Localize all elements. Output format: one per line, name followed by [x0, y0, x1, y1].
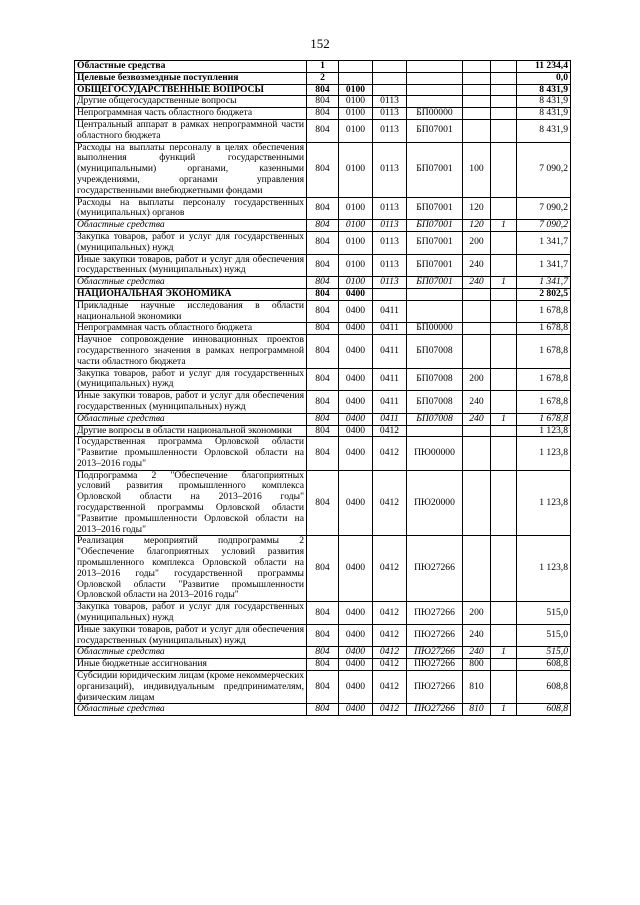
- row-name-cell: Областные средства: [75, 220, 307, 232]
- row-name-cell: Областные средства: [75, 61, 307, 73]
- row-name-cell: Областные средства: [75, 413, 307, 425]
- expense-type-cell: 240: [463, 624, 491, 647]
- section-cell: 0100: [339, 197, 373, 220]
- ministry-code-cell: 804: [307, 96, 339, 108]
- target-article-cell: ПЮ27266: [407, 536, 463, 602]
- row-name-cell: Научное сопровождение инновационных проектов государственного значения в рамках непрограммной части областного бюджета: [75, 335, 307, 368]
- funding-source-cell: [491, 659, 517, 671]
- expense-type-cell: 100: [463, 142, 491, 197]
- ministry-code-cell: 804: [307, 602, 339, 625]
- table-row: [75, 368, 571, 391]
- subsection-cell: 0113: [373, 231, 407, 254]
- section-cell: 0400: [339, 602, 373, 625]
- row-name-cell: Другие вопросы в области национальной экономики: [75, 425, 307, 437]
- funding-source-cell: [491, 437, 517, 470]
- section-cell: 0400: [339, 300, 373, 323]
- target-article-cell: [407, 61, 463, 73]
- table-row: [75, 119, 571, 142]
- ministry-code-cell: 804: [307, 470, 339, 536]
- target-article-cell: ПЮ27266: [407, 659, 463, 671]
- amount-cell: 1 678,8: [517, 413, 571, 425]
- section-cell: 0100: [339, 142, 373, 197]
- expense-type-cell: [463, 119, 491, 142]
- expense-type-cell: [463, 61, 491, 73]
- amount-cell: 1 123,8: [517, 437, 571, 470]
- section-cell: [339, 61, 373, 73]
- ministry-code-cell: 804: [307, 368, 339, 391]
- funding-source-cell: [491, 197, 517, 220]
- table-row: [75, 425, 571, 437]
- section-cell: [339, 72, 373, 84]
- amount-cell: 0,0: [517, 72, 571, 84]
- target-article-cell: [407, 72, 463, 84]
- funding-source-cell: [491, 96, 517, 108]
- funding-source-cell: [491, 72, 517, 84]
- subsection-cell: 0411: [373, 300, 407, 323]
- subsection-cell: 0411: [373, 335, 407, 368]
- section-cell: 0100: [339, 119, 373, 142]
- expense-type-cell: [463, 108, 491, 120]
- target-article-cell: БП07008: [407, 368, 463, 391]
- funding-source-cell: [491, 231, 517, 254]
- subsection-cell: 0411: [373, 368, 407, 391]
- row-name-cell: Государственная программа Орловской области "Развитие промышленности Орловской области на 2013–2016 годы": [75, 437, 307, 470]
- funding-source-cell: 1: [491, 647, 517, 659]
- section-cell: 0400: [339, 413, 373, 425]
- ministry-code-cell: 804: [307, 704, 339, 716]
- funding-source-cell: 1: [491, 413, 517, 425]
- subsection-cell: 0412: [373, 671, 407, 704]
- section-cell: 0400: [339, 425, 373, 437]
- funding-source-cell: 1: [491, 220, 517, 232]
- amount-cell: 515,0: [517, 647, 571, 659]
- ministry-code-cell: 804: [307, 437, 339, 470]
- funding-source-cell: 1: [491, 277, 517, 289]
- section-cell: 0100: [339, 220, 373, 232]
- subsection-cell: 0113: [373, 142, 407, 197]
- target-article-cell: БП07001: [407, 119, 463, 142]
- row-name-cell: Иные закупки товаров, работ и услуг для обеспечения государственных (муниципальных) нужд: [75, 624, 307, 647]
- ministry-code-cell: 804: [307, 277, 339, 289]
- section-cell: 0100: [339, 277, 373, 289]
- section-cell: 0400: [339, 391, 373, 414]
- funding-source-cell: [491, 288, 517, 300]
- section-cell: 0400: [339, 536, 373, 602]
- amount-cell: 1 678,8: [517, 300, 571, 323]
- subsection-cell: 0113: [373, 220, 407, 232]
- expense-type-cell: 800: [463, 659, 491, 671]
- ministry-code-cell: 804: [307, 647, 339, 659]
- expense-type-cell: [463, 288, 491, 300]
- expense-type-cell: 240: [463, 277, 491, 289]
- subsection-cell: 0113: [373, 277, 407, 289]
- amount-cell: 1 123,8: [517, 470, 571, 536]
- table-row: [75, 671, 571, 704]
- section-cell: 0400: [339, 437, 373, 470]
- funding-source-cell: 1: [491, 704, 517, 716]
- target-article-cell: ПЮ27266: [407, 647, 463, 659]
- section-cell: 0400: [339, 624, 373, 647]
- funding-source-cell: [491, 425, 517, 437]
- amount-cell: 608,8: [517, 704, 571, 716]
- ministry-code-cell: 804: [307, 335, 339, 368]
- ministry-code-cell: 804: [307, 300, 339, 323]
- section-cell: 0100: [339, 108, 373, 120]
- row-name-cell: Закупка товаров, работ и услуг для государственных (муниципальных) нужд: [75, 368, 307, 391]
- table-row: [75, 437, 571, 470]
- ministry-code-cell: 804: [307, 671, 339, 704]
- target-article-cell: БП07001: [407, 142, 463, 197]
- table-row: [75, 72, 571, 84]
- subsection-cell: [373, 288, 407, 300]
- table-row: [75, 254, 571, 277]
- row-name-cell: Иные закупки товаров, работ и услуг для обеспечения государственных (муниципальных) нужд: [75, 254, 307, 277]
- row-name-cell: Иные бюджетные ассигнования: [75, 659, 307, 671]
- target-article-cell: ПЮ20000: [407, 470, 463, 536]
- subsection-cell: 0411: [373, 413, 407, 425]
- section-cell: 0400: [339, 659, 373, 671]
- amount-cell: 1 678,8: [517, 335, 571, 368]
- table-row: [75, 335, 571, 368]
- subsection-cell: 0412: [373, 704, 407, 716]
- ministry-code-cell: 804: [307, 323, 339, 335]
- subsection-cell: 0412: [373, 624, 407, 647]
- section-cell: 0400: [339, 704, 373, 716]
- amount-cell: 515,0: [517, 624, 571, 647]
- target-article-cell: [407, 300, 463, 323]
- funding-source-cell: [491, 335, 517, 368]
- budget-table: [74, 60, 571, 716]
- amount-cell: 608,8: [517, 659, 571, 671]
- amount-cell: 8 431,9: [517, 119, 571, 142]
- table-row: [75, 391, 571, 414]
- subsection-cell: 0412: [373, 647, 407, 659]
- table-row: [75, 142, 571, 197]
- ministry-code-cell: 804: [307, 624, 339, 647]
- subsection-cell: 0113: [373, 197, 407, 220]
- subsection-cell: 0412: [373, 659, 407, 671]
- ministry-code-cell: 804: [307, 197, 339, 220]
- target-article-cell: БП07001: [407, 197, 463, 220]
- row-name-cell: Другие общегосударственные вопросы: [75, 96, 307, 108]
- target-article-cell: БП00000: [407, 323, 463, 335]
- row-name-cell: ОБЩЕГОСУДАРСТВЕННЫЕ ВОПРОСЫ: [75, 84, 307, 96]
- row-name-cell: Закупка товаров, работ и услуг для государственных (муниципальных) нужд: [75, 231, 307, 254]
- target-article-cell: БП00000: [407, 108, 463, 120]
- amount-cell: 7 090,2: [517, 197, 571, 220]
- table-row: [75, 96, 571, 108]
- table-row: [75, 659, 571, 671]
- target-article-cell: БП07008: [407, 391, 463, 414]
- subsection-cell: 0412: [373, 602, 407, 625]
- subsection-cell: 0113: [373, 119, 407, 142]
- ministry-code-cell: 804: [307, 84, 339, 96]
- amount-cell: 7 090,2: [517, 142, 571, 197]
- row-name-cell: Реализация мероприятий подпрограммы 2 "Обеспечение благоприятных условий развития промышленного комплекса Орловской области на 2013–2016 годы" государственной программы Орловской области "Развитие промышленности Орловской области на 2013–2016 годы": [75, 536, 307, 602]
- table-row: [75, 300, 571, 323]
- table-row: [75, 536, 571, 602]
- ministry-code-cell: 804: [307, 536, 339, 602]
- table-row: [75, 61, 571, 73]
- target-article-cell: [407, 96, 463, 108]
- target-article-cell: БП07001: [407, 254, 463, 277]
- subsection-cell: 0412: [373, 425, 407, 437]
- amount-cell: 515,0: [517, 602, 571, 625]
- ministry-code-cell: 804: [307, 288, 339, 300]
- row-name-cell: Областные средства: [75, 704, 307, 716]
- funding-source-cell: [491, 470, 517, 536]
- row-name-cell: Расходы на выплаты персоналу в целях обеспечения выполнения функций государственными (муниципальными) органами, казенными учреждениями, органами управления государственными внебюджетными фондами: [75, 142, 307, 197]
- amount-cell: 1 678,8: [517, 391, 571, 414]
- expense-type-cell: 120: [463, 220, 491, 232]
- expense-type-cell: 200: [463, 368, 491, 391]
- table-row: [75, 470, 571, 536]
- ministry-code-cell: 804: [307, 108, 339, 120]
- funding-source-cell: [491, 300, 517, 323]
- amount-cell: 1 341,7: [517, 254, 571, 277]
- section-cell: 0100: [339, 231, 373, 254]
- section-cell: 0400: [339, 647, 373, 659]
- subsection-cell: 0412: [373, 536, 407, 602]
- expense-type-cell: 810: [463, 671, 491, 704]
- expense-type-cell: [463, 72, 491, 84]
- ministry-code-cell: 804: [307, 254, 339, 277]
- ministry-code-cell: 804: [307, 425, 339, 437]
- subsection-cell: 0411: [373, 323, 407, 335]
- table-row: [75, 624, 571, 647]
- expense-type-cell: [463, 536, 491, 602]
- ministry-code-cell: 1: [307, 61, 339, 73]
- section-cell: 0100: [339, 254, 373, 277]
- funding-source-cell: [491, 119, 517, 142]
- subsection-cell: [373, 84, 407, 96]
- target-article-cell: ПЮ27266: [407, 602, 463, 625]
- section-cell: 0400: [339, 470, 373, 536]
- row-name-cell: Центральный аппарат в рамках непрограммной части областного бюджета: [75, 119, 307, 142]
- target-article-cell: БП07008: [407, 413, 463, 425]
- amount-cell: 1 678,8: [517, 368, 571, 391]
- expense-type-cell: 240: [463, 254, 491, 277]
- funding-source-cell: [491, 84, 517, 96]
- expense-type-cell: [463, 96, 491, 108]
- expense-type-cell: 240: [463, 647, 491, 659]
- row-name-cell: Прикладные научные исследования в области национальной экономики: [75, 300, 307, 323]
- table-row: [75, 197, 571, 220]
- funding-source-cell: [491, 624, 517, 647]
- subsection-cell: [373, 61, 407, 73]
- subsection-cell: 0412: [373, 437, 407, 470]
- ministry-code-cell: 804: [307, 659, 339, 671]
- subsection-cell: 0411: [373, 391, 407, 414]
- funding-source-cell: [491, 254, 517, 277]
- ministry-code-cell: 804: [307, 119, 339, 142]
- row-name-cell: Непрограммная часть областного бюджета: [75, 108, 307, 120]
- table-row: [75, 323, 571, 335]
- target-article-cell: БП07008: [407, 335, 463, 368]
- row-name-cell: Закупка товаров, работ и услуг для государственных (муниципальных) нужд: [75, 602, 307, 625]
- amount-cell: 1 341,7: [517, 277, 571, 289]
- section-cell: 0400: [339, 368, 373, 391]
- target-article-cell: БП07001: [407, 277, 463, 289]
- target-article-cell: БП07001: [407, 220, 463, 232]
- expense-type-cell: 240: [463, 391, 491, 414]
- target-article-cell: ПЮ27266: [407, 671, 463, 704]
- table-row: [75, 704, 571, 716]
- expense-type-cell: [463, 84, 491, 96]
- expense-type-cell: [463, 437, 491, 470]
- section-cell: 0400: [339, 323, 373, 335]
- row-name-cell: Областные средства: [75, 277, 307, 289]
- amount-cell: 8 431,9: [517, 96, 571, 108]
- table-row: [75, 602, 571, 625]
- row-name-cell: Иные закупки товаров, работ и услуг для обеспечения государственных (муниципальных) нужд: [75, 391, 307, 414]
- funding-source-cell: [491, 108, 517, 120]
- row-name-cell: Подпрограмма 2 "Обеспечение благоприятных условий развития промышленного комплекса Орловской области на 2013–2016 годы" государственной программы Орловской области "Развитие промышленности Орловской области на 2013–2016 годы": [75, 470, 307, 536]
- target-article-cell: ПЮ27266: [407, 624, 463, 647]
- expense-type-cell: [463, 323, 491, 335]
- target-article-cell: [407, 84, 463, 96]
- row-name-cell: Субсидии юридическим лицам (кроме некоммерческих организаций), индивидуальным предпринимателям, физическим лицам: [75, 671, 307, 704]
- expense-type-cell: 810: [463, 704, 491, 716]
- row-name-cell: Непрограммная часть областного бюджета: [75, 323, 307, 335]
- section-cell: 0100: [339, 96, 373, 108]
- ministry-code-cell: 804: [307, 413, 339, 425]
- amount-cell: 1 341,7: [517, 231, 571, 254]
- target-article-cell: ПЮ27266: [407, 704, 463, 716]
- target-article-cell: [407, 288, 463, 300]
- expense-type-cell: 200: [463, 602, 491, 625]
- row-name-cell: Областные средства: [75, 647, 307, 659]
- expense-type-cell: 200: [463, 231, 491, 254]
- ministry-code-cell: 2: [307, 72, 339, 84]
- amount-cell: 1 123,8: [517, 425, 571, 437]
- subsection-cell: 0113: [373, 108, 407, 120]
- page-number: 152: [310, 36, 330, 51]
- expense-type-cell: 120: [463, 197, 491, 220]
- amount-cell: 7 090,2: [517, 220, 571, 232]
- funding-source-cell: [491, 602, 517, 625]
- funding-source-cell: [491, 323, 517, 335]
- subsection-cell: 0412: [373, 470, 407, 536]
- amount-cell: 2 802,5: [517, 288, 571, 300]
- expense-type-cell: 240: [463, 413, 491, 425]
- funding-source-cell: [491, 142, 517, 197]
- row-name-cell: Целевые безвозмездные поступления: [75, 72, 307, 84]
- amount-cell: 8 431,9: [517, 108, 571, 120]
- funding-source-cell: [491, 368, 517, 391]
- row-name-cell: НАЦИОНАЛЬНАЯ ЭКОНОМИКА: [75, 288, 307, 300]
- table-row: [75, 288, 571, 300]
- expense-type-cell: [463, 300, 491, 323]
- amount-cell: 1 678,8: [517, 323, 571, 335]
- expense-type-cell: [463, 425, 491, 437]
- ministry-code-cell: 804: [307, 220, 339, 232]
- table-row: [75, 108, 571, 120]
- table-row: [75, 84, 571, 96]
- row-name-cell: Расходы на выплаты персоналу государственных (муниципальных) органов: [75, 197, 307, 220]
- table-row: [75, 413, 571, 425]
- section-cell: 0400: [339, 288, 373, 300]
- table-row: [75, 220, 571, 232]
- section-cell: 0400: [339, 335, 373, 368]
- expense-type-cell: [463, 335, 491, 368]
- ministry-code-cell: 804: [307, 231, 339, 254]
- funding-source-cell: [491, 61, 517, 73]
- subsection-cell: 0113: [373, 96, 407, 108]
- subsection-cell: 0113: [373, 254, 407, 277]
- table-row: [75, 277, 571, 289]
- target-article-cell: БП07001: [407, 231, 463, 254]
- ministry-code-cell: 804: [307, 142, 339, 197]
- target-article-cell: [407, 425, 463, 437]
- section-cell: 0100: [339, 84, 373, 96]
- table-body: [75, 61, 571, 716]
- funding-source-cell: [491, 671, 517, 704]
- table-row: [75, 647, 571, 659]
- amount-cell: 8 431,9: [517, 84, 571, 96]
- amount-cell: 608,8: [517, 671, 571, 704]
- expense-type-cell: [463, 470, 491, 536]
- subsection-cell: [373, 72, 407, 84]
- section-cell: 0400: [339, 671, 373, 704]
- funding-source-cell: [491, 391, 517, 414]
- amount-cell: 1 123,8: [517, 536, 571, 602]
- funding-source-cell: [491, 536, 517, 602]
- ministry-code-cell: 804: [307, 391, 339, 414]
- amount-cell: 11 234,4: [517, 61, 571, 73]
- table-row: [75, 231, 571, 254]
- target-article-cell: ПЮ00000: [407, 437, 463, 470]
